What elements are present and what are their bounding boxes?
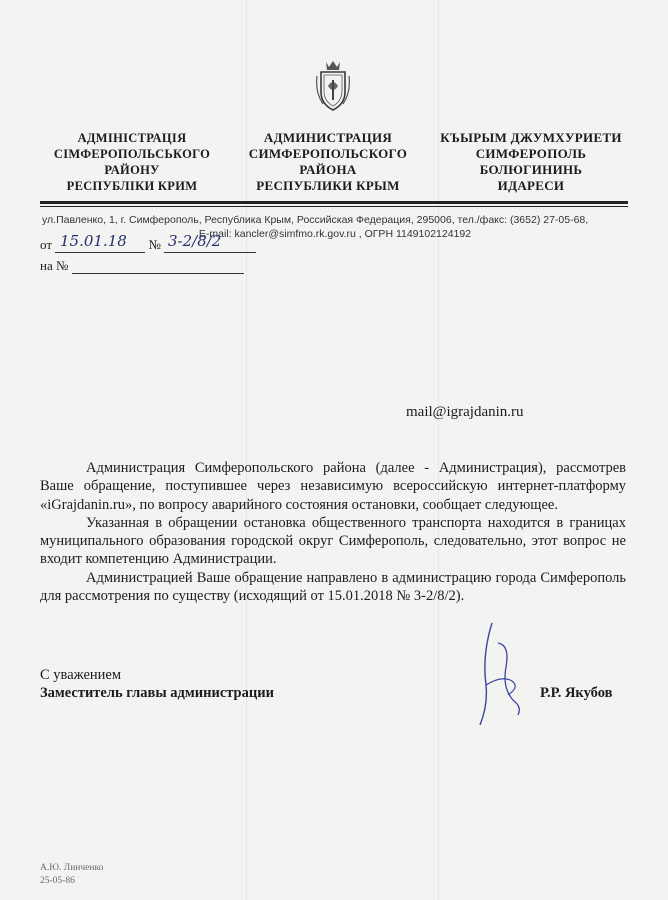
reference-blank <box>72 259 244 274</box>
header-line: РЕСПУБЛІКИ КРИМ <box>66 179 198 193</box>
signer-name: Р.Р. Якубов <box>540 685 613 701</box>
header-line: СИМФЕРОПОЛЬ <box>475 146 587 161</box>
header-russian <box>236 130 420 194</box>
header-line: АДМІНІСТРАЦІЯ <box>77 131 187 145</box>
handwritten-number: 3-2/8/2 <box>168 232 222 250</box>
executor-phone: 25-05-86 <box>40 876 75 886</box>
executor-name: А.Ю. Линченко <box>40 863 104 873</box>
body-paragraph: Администрацией Ваше обращение направлено в администрацию города Симферополь для рассмотрения по существу (исходящий от 15.01.2018 № 3-2/8/2). <box>40 569 626 605</box>
header-line: ИДАРЕСИ <box>497 178 565 193</box>
header-line: СІМФЕРОПОЛЬСЬКОГО <box>53 147 211 161</box>
header-line: РЕСПУБЛИКИ КРЫМ <box>256 178 400 193</box>
body-paragraph: Указанная в обращении остановка общественного транспорта находится в границах муниципального образования городской округ Симферополь, следовательно, этот вопрос не входит компетенцию Администрации. <box>40 514 626 568</box>
reference-line <box>40 258 244 274</box>
header-crimean-tatar <box>428 130 634 194</box>
crimea-coat-of-arms-icon <box>315 58 351 114</box>
from-label: от <box>40 237 53 252</box>
header-ukrainian <box>38 130 226 194</box>
handwritten-signature <box>462 615 552 735</box>
header-line: АДМИНИСТРАЦИЯ <box>263 130 393 145</box>
signer-position: Заместитель главы администрации <box>40 685 274 701</box>
closing-phrase: С уважением <box>40 667 122 683</box>
contact-address: ул.Павленко, 1, г. Симферополь, Республика Крым, Российская Федерация, 295006, тел./факс: (3652) 27-05-68, <box>42 214 589 226</box>
header-line: КЪЫРЫМ ДЖУМХУРИЕТИ <box>440 130 622 145</box>
letter-body <box>40 459 626 605</box>
contact-email: E-mail: kancler@simfmo.rk.gov.ru , ОГРН 1149102124192 <box>198 228 472 240</box>
number-label: № <box>148 237 161 252</box>
reference-label: на № <box>40 258 69 273</box>
header-divider-thin <box>40 206 628 207</box>
header-line: СИМФЕРОПОЛЬСКОГО <box>248 146 408 161</box>
handwritten-date: 15.01.18 <box>60 232 127 250</box>
header-divider <box>40 201 628 204</box>
header-line: БОЛЮГИНИНЬ <box>479 162 583 177</box>
header-line: РАЙОНУ <box>104 163 160 177</box>
header-line: РАЙОНА <box>299 162 357 177</box>
executor-info <box>40 862 103 888</box>
body-paragraph: Администрация Симферопольского района (далее - Администрация), рассмотрев Ваше обращение, поступившее через независимую всероссийскую интернет-платформу «iGrajdanin.ru», по вопросу аварийного состояния остановки, сообщает следующее. <box>40 460 626 513</box>
addressee-email: mail@igrajdanin.ru <box>406 404 524 420</box>
